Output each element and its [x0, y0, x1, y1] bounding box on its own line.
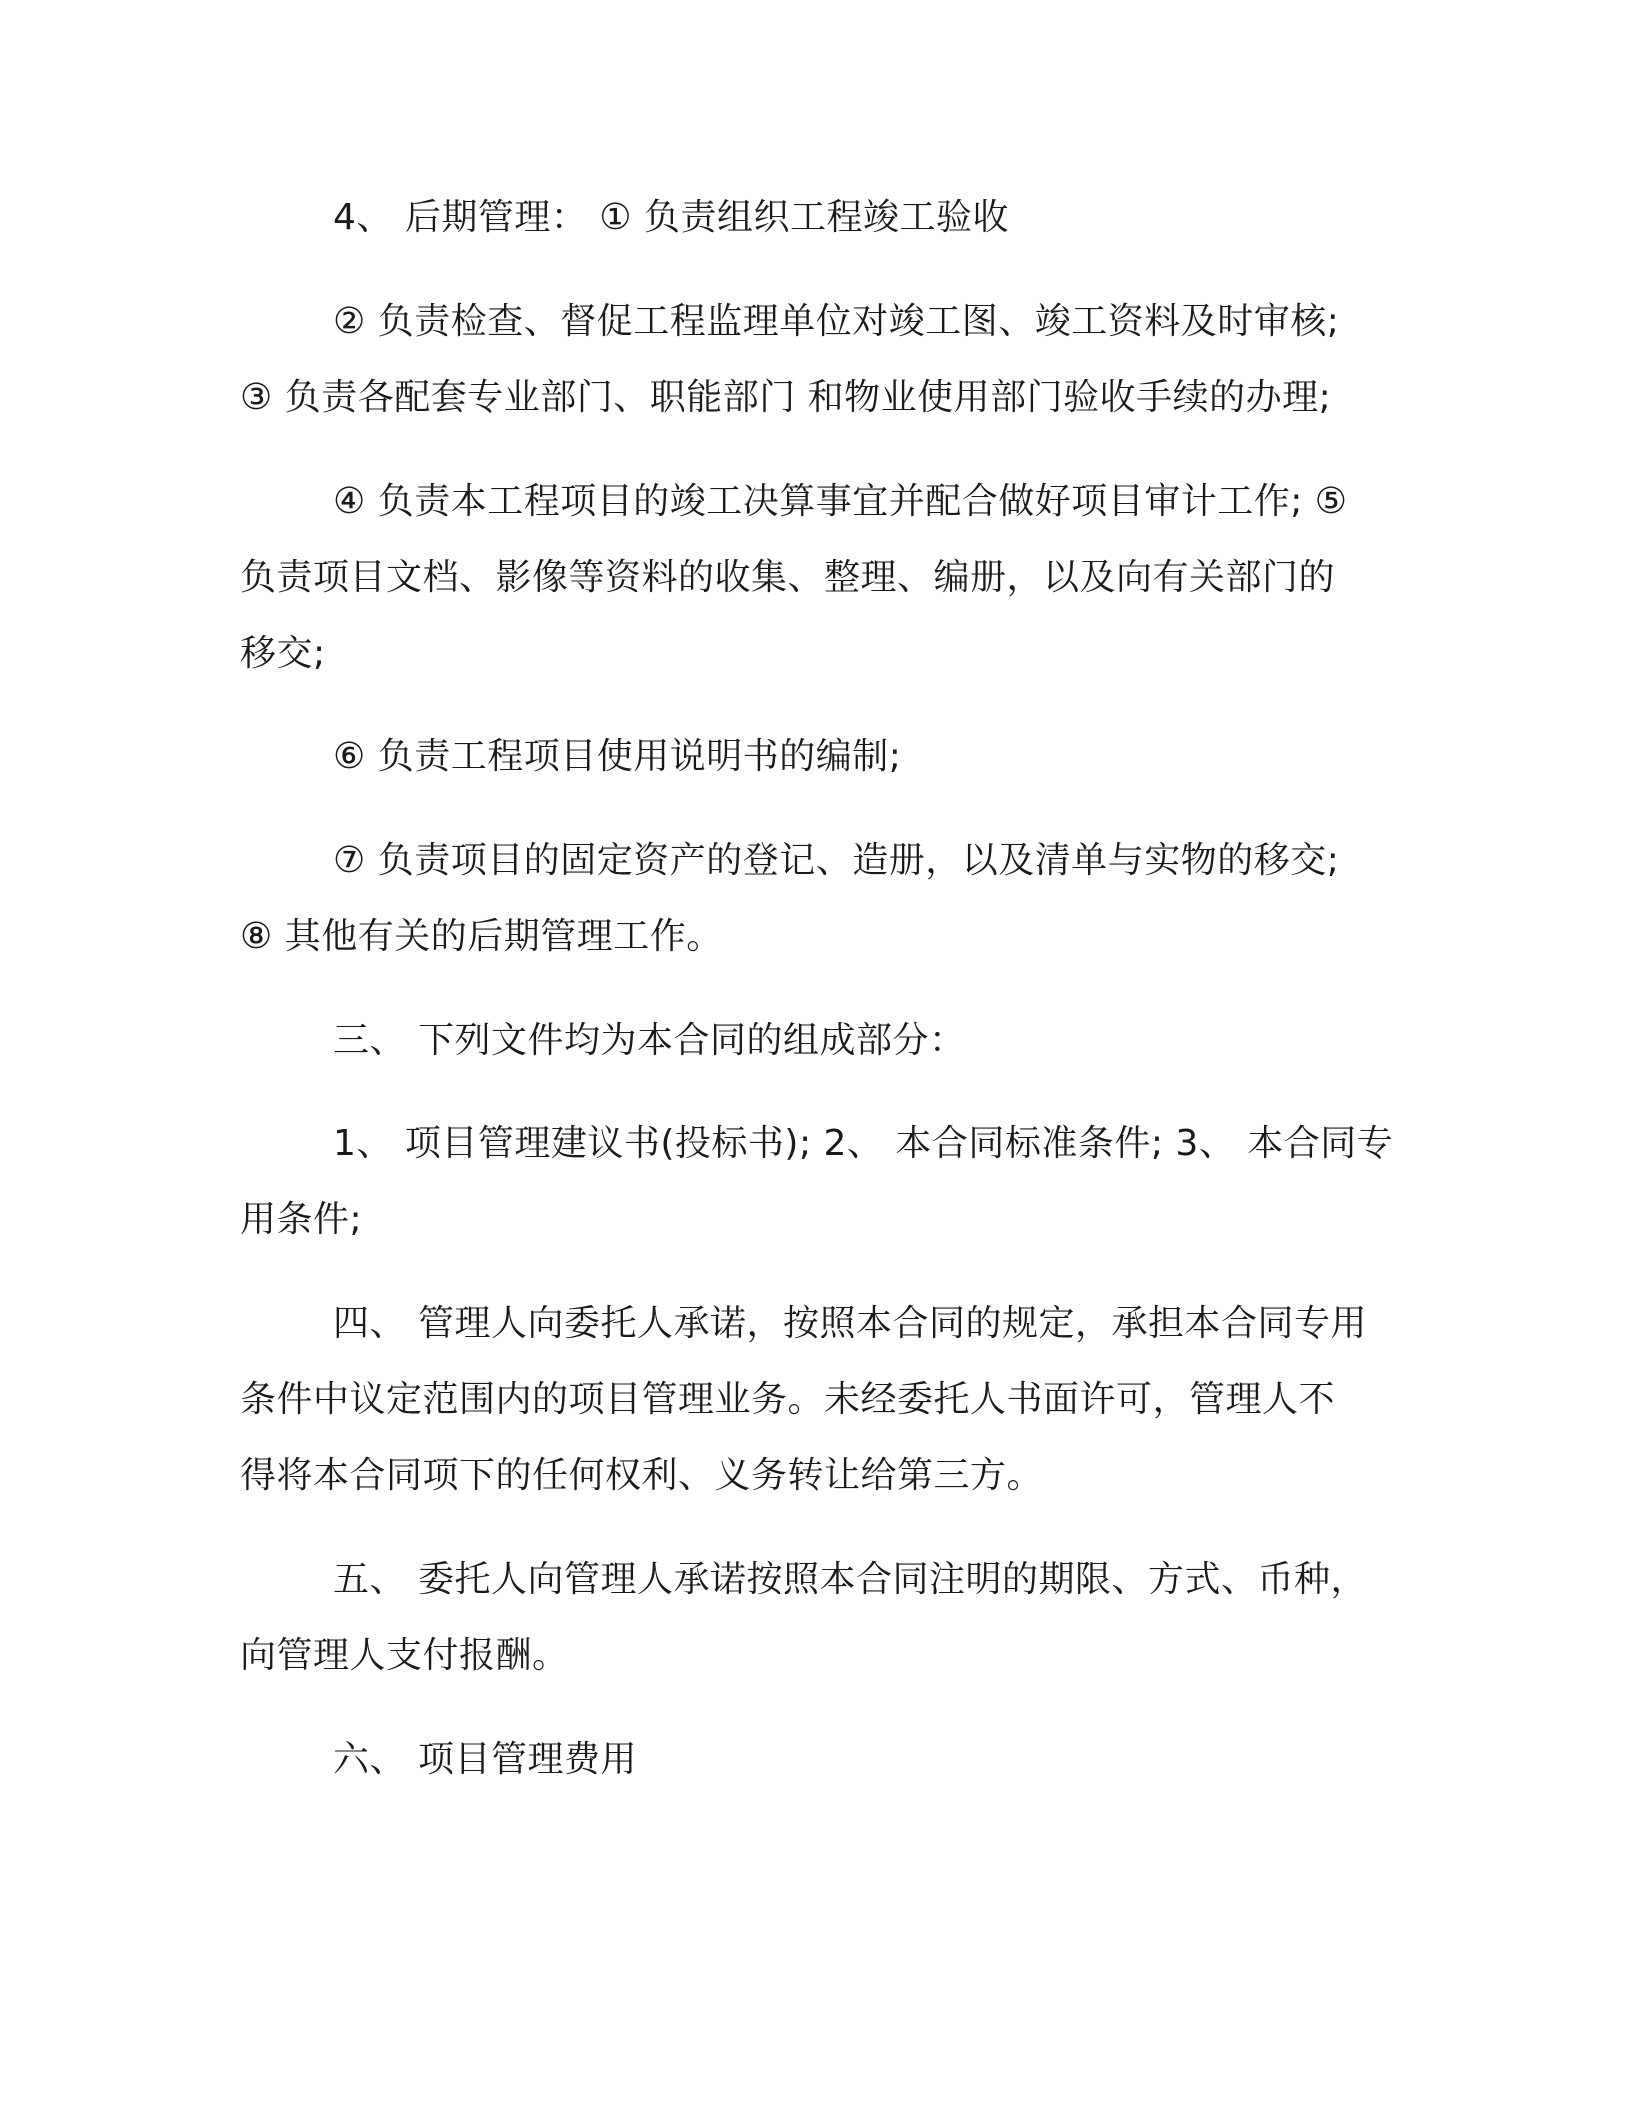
text-line-item-5: 负责项目文档、影像等资料的收集、整理、编册，以及向有关部门的	[240, 557, 1336, 598]
text-line-five-cont: 向管理人支付报酬。	[240, 1635, 569, 1676]
text-line-item-8: ⑧ 其他有关的后期管理工作。	[240, 916, 723, 957]
text-line-post-management: 4、 后期管理： ① 负责组织工程竣工验收	[333, 197, 1010, 238]
section-heading-six: 六、 项目管理费用	[333, 1739, 637, 1780]
section-heading-three: 三、 下列文件均为本合同的组成部分：	[333, 1020, 966, 1061]
text-line-documents: 1、 项目管理建议书(投标书); 2、 本合同标准条件; 3、 本合同专	[333, 1123, 1394, 1164]
text-line-four-cont-2: 得将本合同项下的任何权利、义务转让给第三方。	[240, 1455, 1044, 1496]
text-line-item-6: ⑥ 负责工程项目使用说明书的编制;	[333, 736, 902, 777]
text-line-item-7: ⑦ 负责项目的固定资产的登记、造册，以及清单与实物的移交;	[333, 840, 1340, 881]
section-heading-five: 五、 委托人向管理人承诺按照本合同注明的期限、方式、币种，	[333, 1559, 1367, 1600]
text-line-four-cont-1: 条件中议定范围内的项目管理业务。未经委托人书面许可，管理人不	[240, 1379, 1336, 1420]
section-heading-four: 四、 管理人向委托人承诺，按照本合同的规定，承担本合同专用	[333, 1303, 1367, 1344]
text-line-item-3: ③ 负责各配套专业部门、职能部门 和物业使用部门验收手续的办理;	[240, 377, 1332, 418]
text-line-documents-cont: 用条件;	[240, 1199, 363, 1240]
text-line-item-4: ④ 负责本工程项目的竣工决算事宜并配合做好项目审计工作; ⑤	[333, 481, 1348, 522]
text-line-item-5-cont: 移交;	[240, 633, 326, 674]
text-line-item-2: ② 负责检查、督促工程监理单位对竣工图、竣工资料及时审核;	[333, 301, 1340, 342]
